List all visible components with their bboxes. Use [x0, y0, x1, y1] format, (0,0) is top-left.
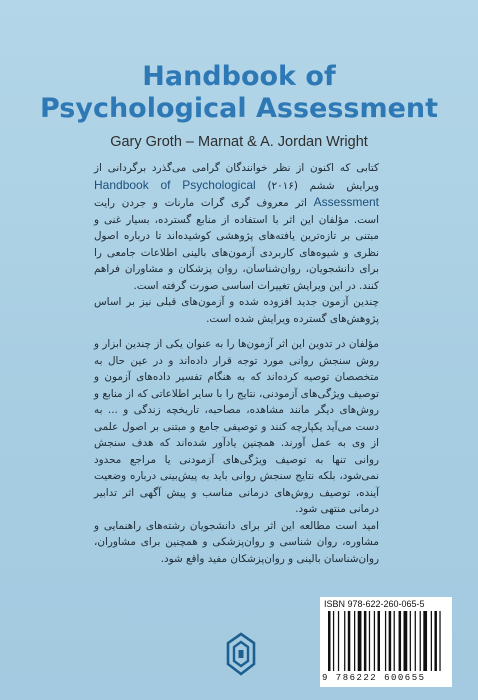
- book-title-line2: Psychological Assessment: [39, 93, 439, 124]
- book-description: [94, 160, 379, 567]
- description-paragraph-2: چندین آزمون جدید افزوده شده و آزمون‌های قبلی نیز بر اساس پژوهش‌های گسترده ویرایش شده است.: [94, 296, 379, 325]
- description-p1-a: کتابی که اکنون از نظر خوانندگان گرامی می‌گذرد برگردانی از ویرایش ششم (۲۰۱۶): [94, 162, 379, 192]
- description-paragraph-4: امید است مطالعه این اثر برای دانشجویان رشته‌های راهنمایی و مشاوره، روان شناسی و روان‌پزشکی و همچنین برای مشاوران، روان‌شناسان بالینی و روان‌پزشکان مفید واقع شود.: [94, 519, 379, 565]
- book-authors: Gary Groth – Marnat & A. Jordan Wright: [110, 134, 368, 150]
- description-paragraph-1: [94, 160, 379, 294]
- isbn-barcode-box: [320, 597, 452, 687]
- publisher-logo-icon: [226, 632, 256, 676]
- description-p1-b: اثر معروف گری گرات مارنات و جردن رایت است. مؤلفان این اثر با استفاده از منابع گسترده، بسیار غنی و مبتنی بر تازه‌ترین یافته‌های پژوهشی کوشیده‌اند تا درباره اصول نظری و شیوه‌های کاربردی آزمون‌های بالینی اطلاعات جامعی را برای دانشجویان، روان‌شناسان، روان پزشکان و مشاوران فراهم کنند. در این ویرایش تغییرات اساسی صورت گرفته است.: [94, 197, 379, 292]
- book-title-line1: Handbook of: [142, 61, 336, 92]
- description-paragraph-3: مؤلفان در تدوین این اثر آزمون‌ها را به عنوان یکی از چندین ابزار و روش سنجش روانی مورد توجه قرار داده‌اند و در عین حال به متخصصان توصیه کرده‌اند که به هنگام تفسیر داده‌های آزمون و توصیف ویژگی‌های آزمودنی، نتایج را با سایر اطلاعاتی که از منابع و روش‌های دیگر مانند مشاهده، مصاحبه، تاریخچه زندگی و ... به دست می‌آید یکپارچه کنند و توصیفی جامع و مبتنی بر اصول علمی از وی به عمل آورند. همچنین یادآور شده‌اند که هدف سنجش روانی تنها به توصیف ویژگی‌های آزمودنی یا مراجع محدود نمی‌شود، بلکه نتایج سنجش روانی باید به پیش‌بینی درباره وضعیت آینده، توصیف روش‌های درمانی مناسب و پیش آگهی اثر تدابیر درمانی منتهی شود.: [94, 338, 379, 515]
- original-title-inline: Handbook of Psychological Assessment: [94, 177, 379, 209]
- isbn-label: ISBN 978-622-260-065-5: [324, 599, 425, 609]
- barcode-icon: [328, 611, 446, 675]
- barcode-digits: 9 786222 600655: [322, 673, 426, 683]
